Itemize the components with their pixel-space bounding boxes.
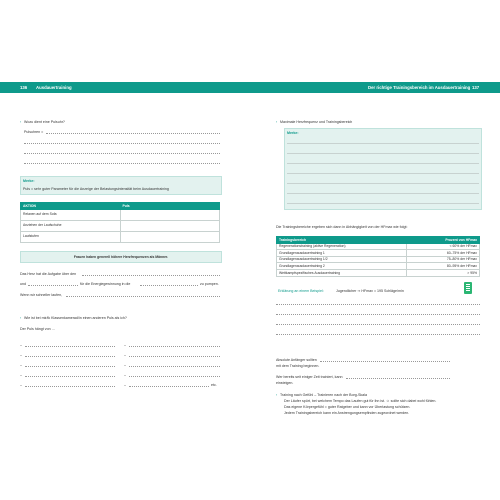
- merke-text: Puls = sehr guter Parameter für die Anzeige der Belastungsintensität beim Ausdauertraining: [23, 187, 169, 191]
- table-row: [277, 243, 480, 250]
- answer-line[interactable]: [82, 275, 220, 276]
- answer-line[interactable]: [287, 193, 479, 194]
- question-hfmax: Maximale Herzfrequenz und Trainingsbereich: [280, 120, 353, 124]
- answer-line[interactable]: [287, 203, 479, 204]
- table-header-bereich: Trainingsbereich: [277, 237, 407, 244]
- und-text: und: [20, 282, 26, 286]
- pulse-activity-table: [20, 202, 220, 243]
- dash: –: [20, 383, 22, 387]
- answer-line[interactable]: [276, 324, 480, 325]
- answer-line[interactable]: [25, 366, 115, 367]
- notes-icon: [464, 282, 472, 294]
- schneller-text: Wenn wir schneller laufen,: [20, 293, 63, 297]
- answer-line[interactable]: [276, 304, 480, 305]
- answer-line[interactable]: [28, 285, 78, 286]
- pumpen-text: zu pumpen.: [200, 282, 219, 286]
- puls-haengt-text: Der Puls hängt von …: [20, 327, 56, 331]
- dash: –: [20, 363, 22, 367]
- table-row: [277, 256, 480, 263]
- table-header-aktion: AKTION: [21, 203, 121, 210]
- table-cell: Regenerationstraining (aktive Regeneration): [277, 243, 407, 250]
- beispiel-label: Erklärung an einem Beispiel:: [278, 289, 324, 293]
- tip-line: Das eigene Körpergefühl = guter Ratgeber und kann vor Überlastung schützen.: [284, 405, 411, 409]
- merke-box: [284, 128, 482, 210]
- einsteigen-text: einsteigen.: [276, 381, 294, 385]
- table-cell: 60–75% der HFmax: [406, 250, 479, 257]
- tip-heading: Training nach Gefühl – Trainieren nach der Borg-Skala: [280, 393, 367, 397]
- table-header-puls: Puls: [120, 203, 220, 210]
- answer-line[interactable]: [129, 366, 220, 367]
- tip-line: Der Läufer spürt, bei welchem Tempo das Laufen gut für ihn ist. ☺ sollte sich dabei wohl fühlen.: [284, 399, 437, 403]
- answer-line[interactable]: [24, 153, 220, 154]
- answer-line[interactable]: [25, 346, 115, 347]
- table-row: [21, 209, 220, 220]
- answer-line[interactable]: [25, 356, 115, 357]
- answer-line[interactable]: [66, 296, 220, 297]
- dash: –: [124, 383, 126, 387]
- table-row: [277, 250, 480, 257]
- herz-text: Das Herz hat die Aufgabe über den: [20, 272, 77, 276]
- right-chapter-title: Der richtige Trainingsbereich im Ausdauertraining: [368, 85, 471, 90]
- answer-line[interactable]: [287, 143, 479, 144]
- table-header-prozent: Prozent von HFmax: [406, 237, 479, 244]
- table-cell: Anziehen der Laufschuhe: [21, 220, 121, 231]
- answer-line[interactable]: [24, 143, 220, 144]
- bullet-icon: ›: [20, 316, 22, 320]
- merke-label: Merke:: [287, 131, 299, 135]
- answer-line[interactable]: [276, 314, 480, 315]
- bullet-icon: ›: [276, 393, 278, 397]
- table-cell: 80–95% der HFmax: [406, 263, 479, 270]
- answer-line[interactable]: [25, 376, 115, 377]
- anfaenger-text-2: mit dem Training beginnen.: [276, 364, 320, 368]
- dash: –: [124, 373, 126, 377]
- answer-line[interactable]: [287, 153, 479, 154]
- table-cell: < 60% der HFmax: [406, 243, 479, 250]
- anfaenger-text: Absolute Anfänger sollten: [276, 358, 317, 362]
- bullet-icon: ›: [20, 120, 22, 124]
- answer-line[interactable]: [129, 346, 220, 347]
- table-cell: Grundlagenausdauertraining 2: [277, 263, 407, 270]
- answer-line[interactable]: [25, 386, 115, 387]
- table-cell: Laufstufen: [21, 231, 121, 242]
- info-banner: Frauen haben generell höhere Herzfrequenzen als Männer.: [20, 251, 222, 263]
- tip-line: Jedem Trainingsbereich kann ein Anstrengungsempfinden zugeordnet werden.: [284, 411, 410, 415]
- table-cell: Relaxen auf dem Sofa: [21, 209, 121, 220]
- answer-line[interactable]: [129, 376, 220, 377]
- dash: –: [20, 353, 22, 357]
- question-pulsuhr: Wozu dient eine Pulsuhr?: [24, 120, 65, 124]
- table-cell: > 95%: [406, 269, 479, 276]
- table-cell-input[interactable]: [120, 220, 220, 231]
- dash: –: [20, 343, 22, 347]
- table-cell-input[interactable]: [120, 231, 220, 242]
- answer-line[interactable]: [46, 133, 220, 134]
- bullet-icon: ›: [276, 120, 278, 124]
- merke-label: Merke:: [23, 179, 35, 183]
- right-page-number: 137: [472, 85, 480, 90]
- table-cell: Grundlagenausdauertraining 1: [277, 250, 407, 257]
- training-zone-table: [276, 236, 480, 277]
- etc-text: etc.: [211, 383, 217, 387]
- answer-line[interactable]: [276, 334, 480, 335]
- merke-box: [20, 176, 222, 195]
- page-header-bar: [0, 82, 500, 93]
- table-row: [21, 231, 220, 242]
- answer-line[interactable]: [24, 163, 220, 164]
- dash: –: [20, 373, 22, 377]
- table-cell: 75–80% der HFmax: [406, 256, 479, 263]
- beispiel-text: Jugendlicher ⇒ HFmax = 195 Schläge/min: [336, 289, 404, 293]
- table-row: [277, 263, 480, 270]
- answer-line[interactable]: [346, 378, 450, 379]
- answer-line[interactable]: [287, 163, 479, 164]
- answer-line[interactable]: [287, 173, 479, 174]
- pulsuhren-label: Pulsuhren =: [24, 130, 44, 134]
- left-chapter-title: Ausdauertraining: [36, 85, 72, 90]
- table-cell-input[interactable]: [120, 209, 220, 220]
- table-cell: Wettkampfspezifisches Ausdauertraining: [277, 269, 407, 276]
- left-page-number: 136: [20, 85, 28, 90]
- dash: –: [124, 363, 126, 367]
- answer-line[interactable]: [129, 386, 209, 387]
- dash: –: [124, 353, 126, 357]
- trainiert-text: Wer bereits seit einiger Zeit trainiert, kann: [276, 375, 343, 379]
- answer-line[interactable]: [320, 361, 450, 362]
- answer-line[interactable]: [140, 285, 198, 286]
- table-row: [277, 269, 480, 276]
- energie-text: für die Energiegewinnung in die: [80, 282, 131, 286]
- table-cell: Grundlagenausdauertraining 1/2: [277, 256, 407, 263]
- answer-line[interactable]: [287, 183, 479, 184]
- intro-text: Die Trainingsbereiche ergeben sich dann in Abhängigkeit von der HFmax wie folgt:: [276, 225, 408, 229]
- question-puls: Wie ist bei mir/ik Klassenkamerad/in einen anderen Puls als ich?: [24, 316, 127, 320]
- table-row: [21, 220, 220, 231]
- dash: –: [124, 343, 126, 347]
- answer-line[interactable]: [129, 356, 220, 357]
